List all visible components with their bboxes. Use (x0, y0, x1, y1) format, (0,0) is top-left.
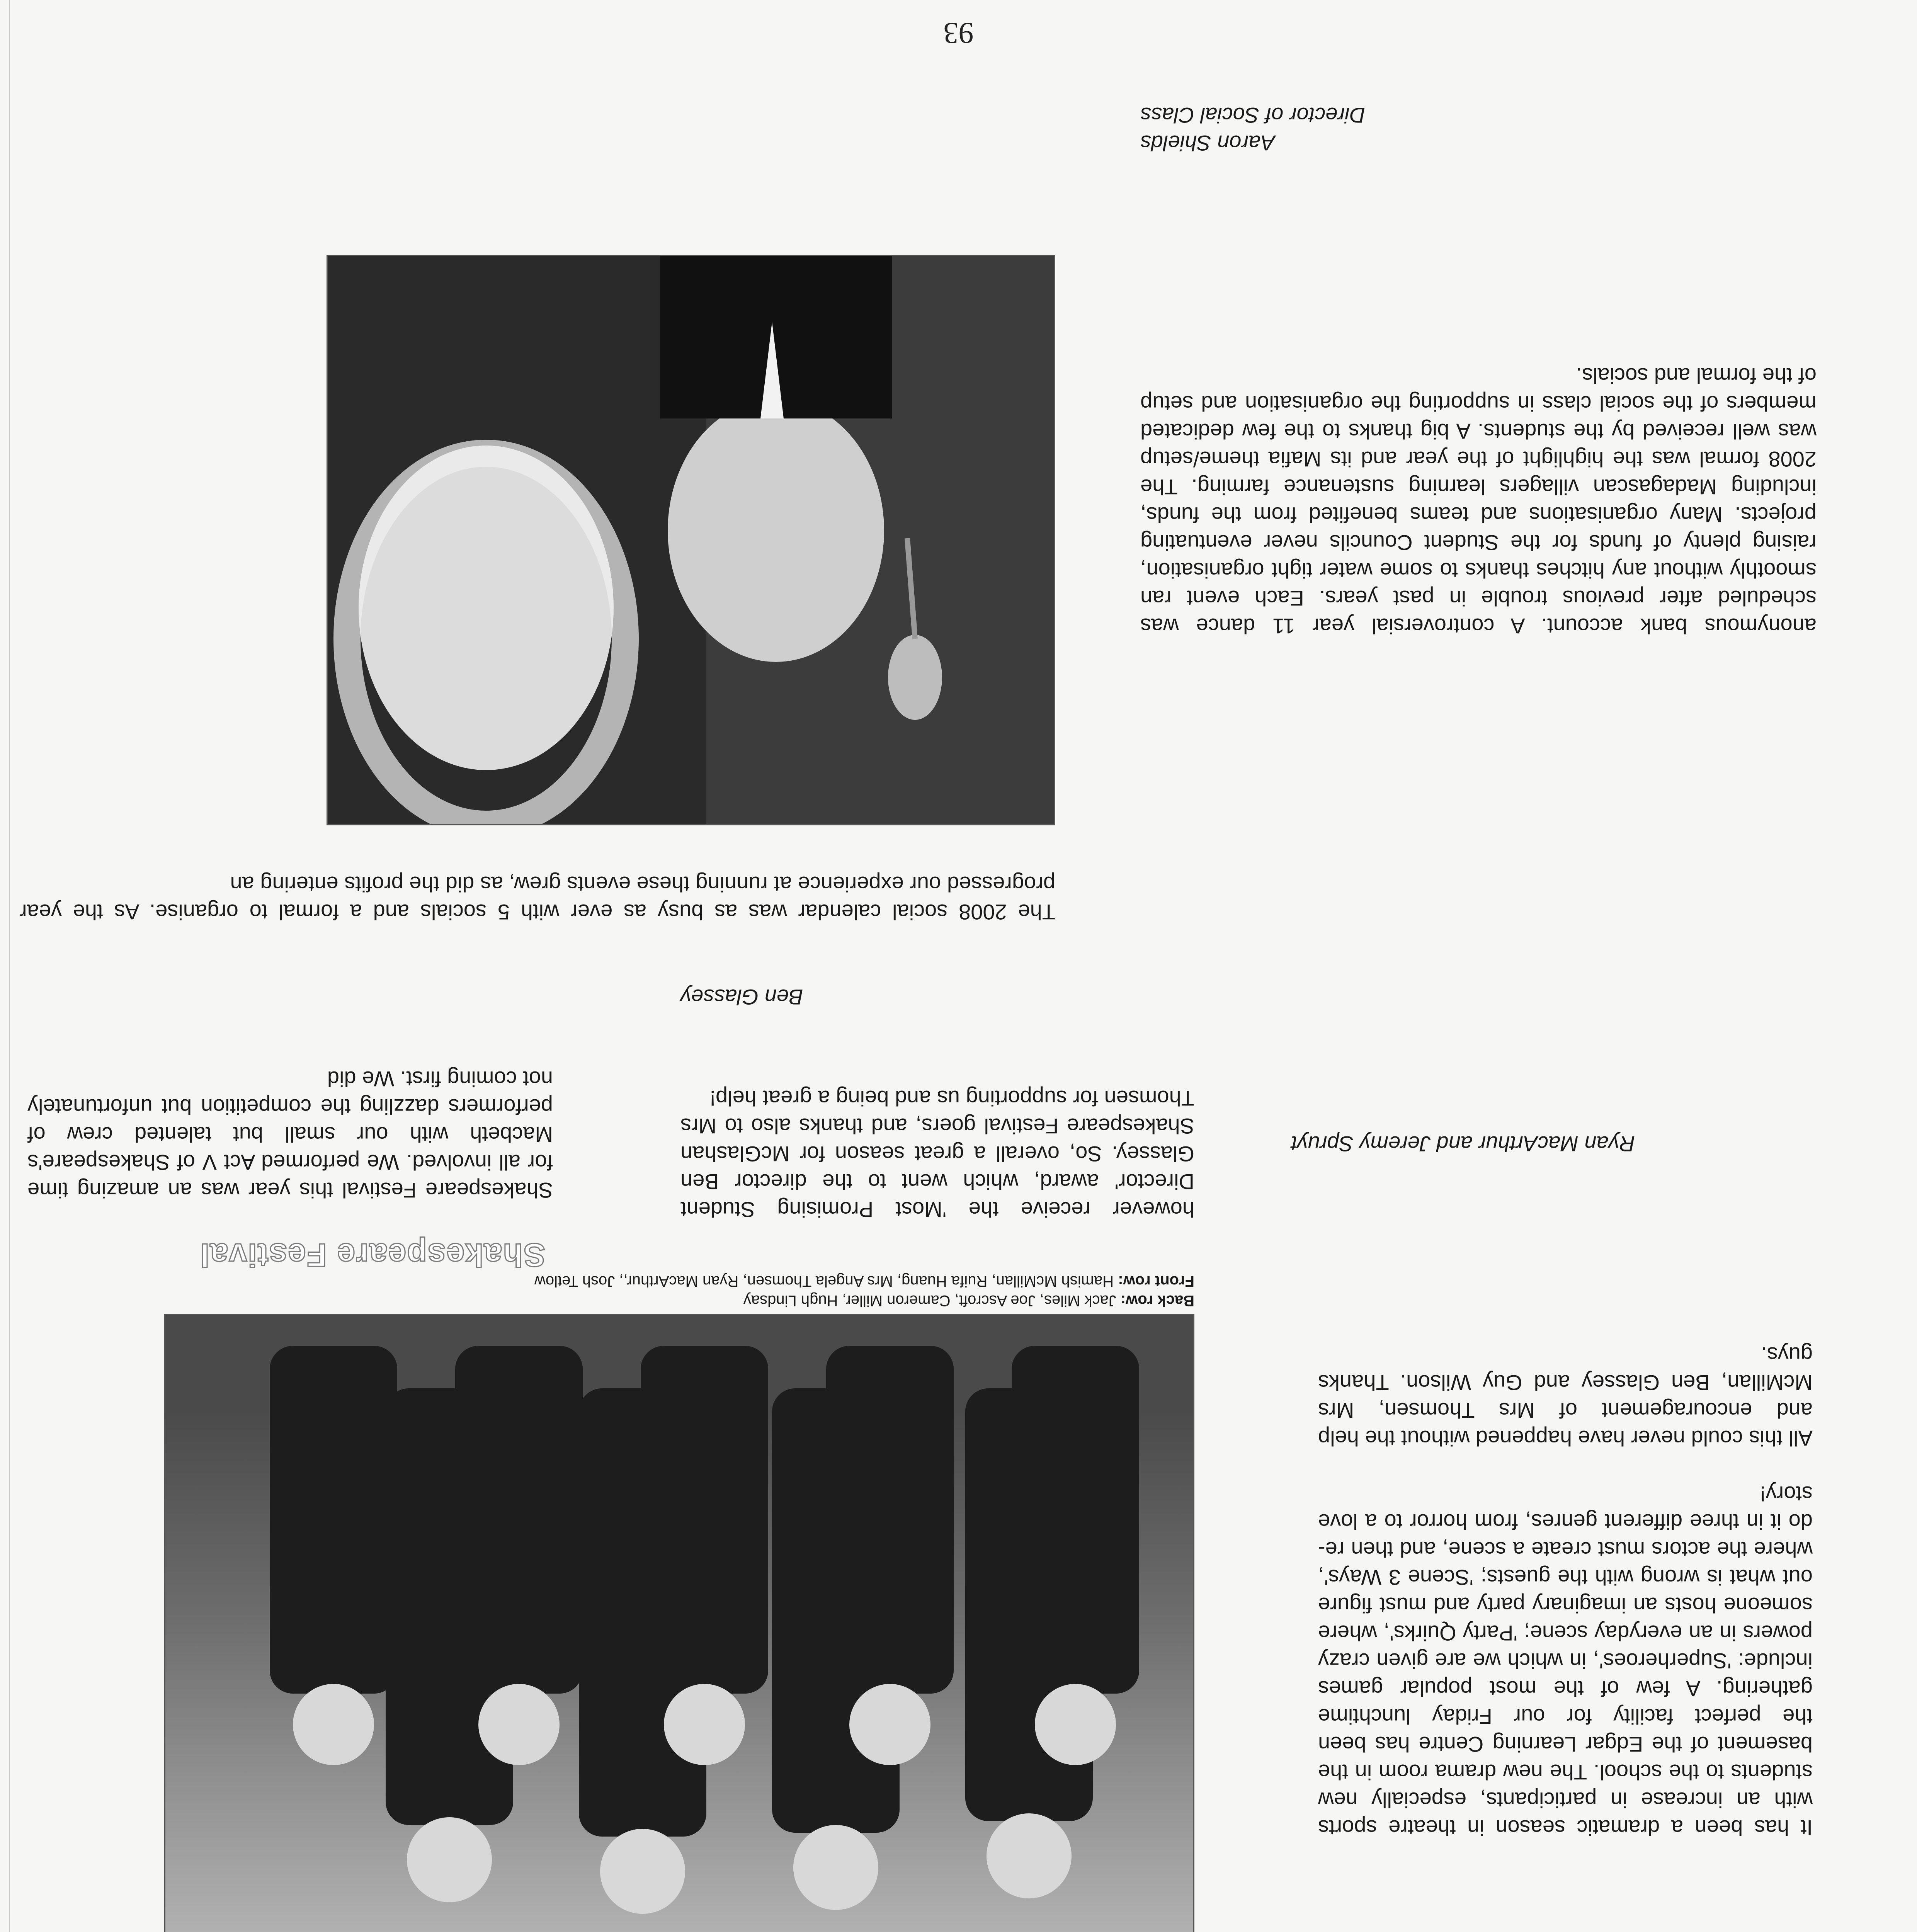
theatre-signature-names: Ryan MacArthur and Jeremy Spruyt (1291, 1132, 1635, 1156)
page-number: 93 (943, 17, 974, 50)
group-photo-caption (167, 1272, 1194, 1310)
social-text-right (20, 870, 1055, 926)
theatre-sports-text (1318, 1341, 1813, 1842)
social-text-left (1140, 362, 1817, 640)
social-paragraph-1: The 2008 social calendar was as busy as ever with 5 socials and a formal to organise. As the year progressed our experience at running these events grew, as did the profits entering an (20, 872, 1055, 924)
binding-edge (9, 0, 10, 1932)
theatre-paragraph-1: It has been a dramatic season in theatre sports with an increase in participants, especially new students to the school. The new drama room in the basement of the Edgar Learning Centre has been the perfect facility for our Friday lunchtime gathering. A few of the most popular games include: 'Superheroes', in which we are given crazy powers in an everyday scene; 'Party Quirks', where someone hosts an imaginary party and must figure out what is wrong with the guests; 'Scene 3 Ways', where the actors must create a scene, and then re-do it in three different genres, from horror to a love story! (1318, 1482, 1813, 1840)
caption-back-names: Jack Miles, Joe Ascroft, Cameron Miller, Hugh Lindsay (743, 1292, 1116, 1309)
social-signature (1140, 101, 1817, 157)
caption-back-label: Back row: (1120, 1292, 1194, 1309)
shakespeare-text-continued (680, 1084, 1194, 1223)
social-paragraph-2: anonymous bank account. A controversial year 11 dance was scheduled after previous trouble in past years. Each event ran smoothly without any hitches thanks to some water tight organisation, raising plenty of funds for the Student Councils never eventuating projects. Many organisations and teams benefited from the funds, including Madagascan villagers learning sustenance farming. The 2008 formal was the highlight of the year and its Mafia theme/setup was well received by the students. A big thanks to the few dedicated members of the social class in supporting the organisation and setup of the formal and socials. (1140, 364, 1817, 638)
shakespeare-text (27, 1065, 553, 1204)
shakespeare-heading: Shakespeare Festival (199, 1237, 545, 1273)
formal-photo (327, 255, 1055, 825)
theatre-paragraph-2: All this could never have happened without the help and encouragement of Mrs Thomsen, Mrs McMillan, Ben Glassey and Guy Wilson. Thanks guys. (1318, 1343, 1813, 1451)
shakespeare-paragraph-1: Shakespeare Festival this year was an amazing time for all involved. We performed Act V of Shakespeare's Macbeth with our small but talented crew of performers dazzling the competition but unfortunately not coming first. We did (27, 1067, 553, 1202)
shakespeare-paragraph-2: however receive the 'Most Promising Student Director' award, which went to the director Ben Glassey. So, overall a great season for McGlashan Shakespeare Festival goers, and thanks also to Mrs Thomsen for supporting us and being a great help! (680, 1086, 1194, 1222)
group-photo (164, 1314, 1194, 1932)
shakespeare-signature (680, 983, 1194, 1011)
shakespeare-signature-name: Ben Glassey (680, 985, 803, 1009)
caption-front-row (167, 1272, 1194, 1291)
social-signature-name: Aaron Shields (1140, 131, 1275, 155)
caption-front-label: Front row: (1118, 1273, 1194, 1290)
group-photo-image (165, 1315, 1193, 1932)
caption-back-row (167, 1291, 1194, 1310)
formal-photo-image (328, 256, 1054, 824)
social-signature-title: Director of Social Class (1140, 103, 1365, 128)
theatre-signature (1291, 1130, 1813, 1158)
caption-front-names: Hamish McMillan, Ruifa Huang, Mrs Angela Thomsen, Ryan MacArthur,, Josh Tetlow (534, 1273, 1114, 1290)
